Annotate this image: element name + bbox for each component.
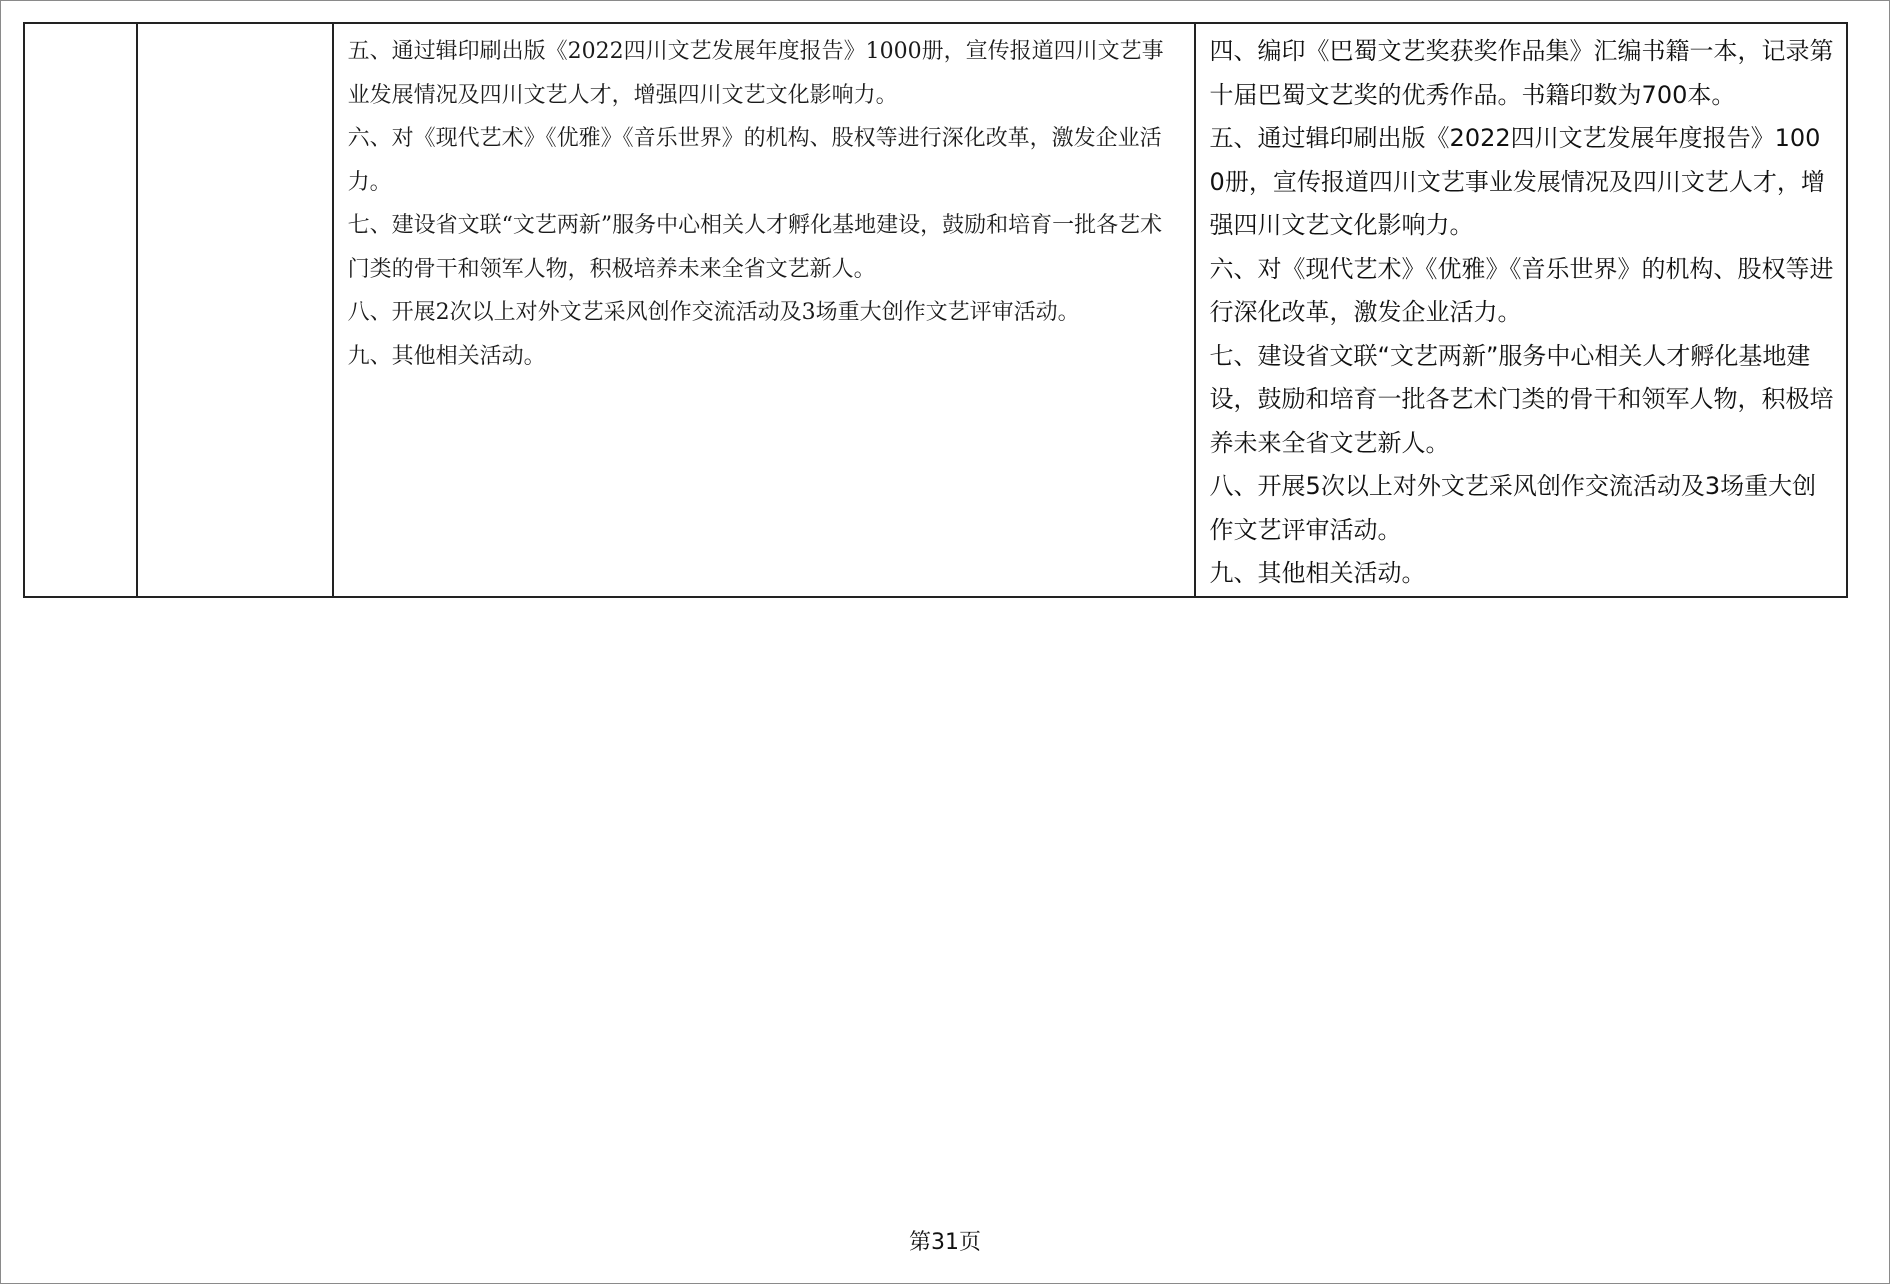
completion-item: 七、建设省文联“文艺两新”服务中心相关人才孵化基地建设，鼓励和培育一批各艺术门类的骨干和领军人物，积极培养未来全省文艺新人。: [1209, 341, 1834, 457]
plan-item: 五、通过辑印刷出版《2022四川文艺发展年度报告》1000册，宣传报道四川文艺事业发展情况及四川文艺人才，增强四川文艺文化影响力。: [347, 39, 1164, 108]
completion-item: 九、其他相关活动。: [1209, 559, 1426, 587]
plan-item: 九、其他相关活动。: [347, 343, 546, 369]
plan-item: 七、建设省文联“文艺两新”服务中心相关人才孵化基地建设，鼓励和培育一批各艺术门类的骨干和领军人物，积极培养未来全省文艺新人。: [347, 213, 1163, 282]
completion-item: 六、对《现代艺术》《优雅》《音乐世界》的机构、股权等进行深化改革，激发企业活力。: [1209, 254, 1834, 326]
plan-content-cell: [333, 23, 1195, 597]
page-number: 第31页: [909, 1230, 981, 1255]
table-cell-empty-2: [137, 23, 332, 597]
table-cell-empty-1: [24, 23, 137, 597]
completion-content-cell: [1195, 23, 1847, 597]
plan-item: 八、开展2次以上对外文艺采风创作交流活动及3场重大创作文艺评审活动。: [347, 300, 1080, 325]
table-row: [24, 23, 1847, 597]
plan-item: 六、对《现代艺术》《优雅》《音乐世界》的机构、股权等进行深化改革，激发企业活力。: [347, 126, 1162, 195]
completion-item: 四、编印《巴蜀文艺奖获奖作品集》汇编书籍一本，记录第十届巴蜀文艺奖的优秀作品。书籍印数为700本。: [1209, 37, 1834, 109]
completion-item: 五、通过辑印刷出版《2022四川文艺发展年度报告》1000册，宣传报道四川文艺事业发展情况及四川文艺人才，增强四川文艺文化影响力。: [1209, 124, 1825, 239]
performance-table: [23, 22, 1848, 598]
completion-item: 八、开展5次以上对外文艺采风创作交流活动及3场重大创作文艺评审活动。: [1209, 472, 1817, 544]
